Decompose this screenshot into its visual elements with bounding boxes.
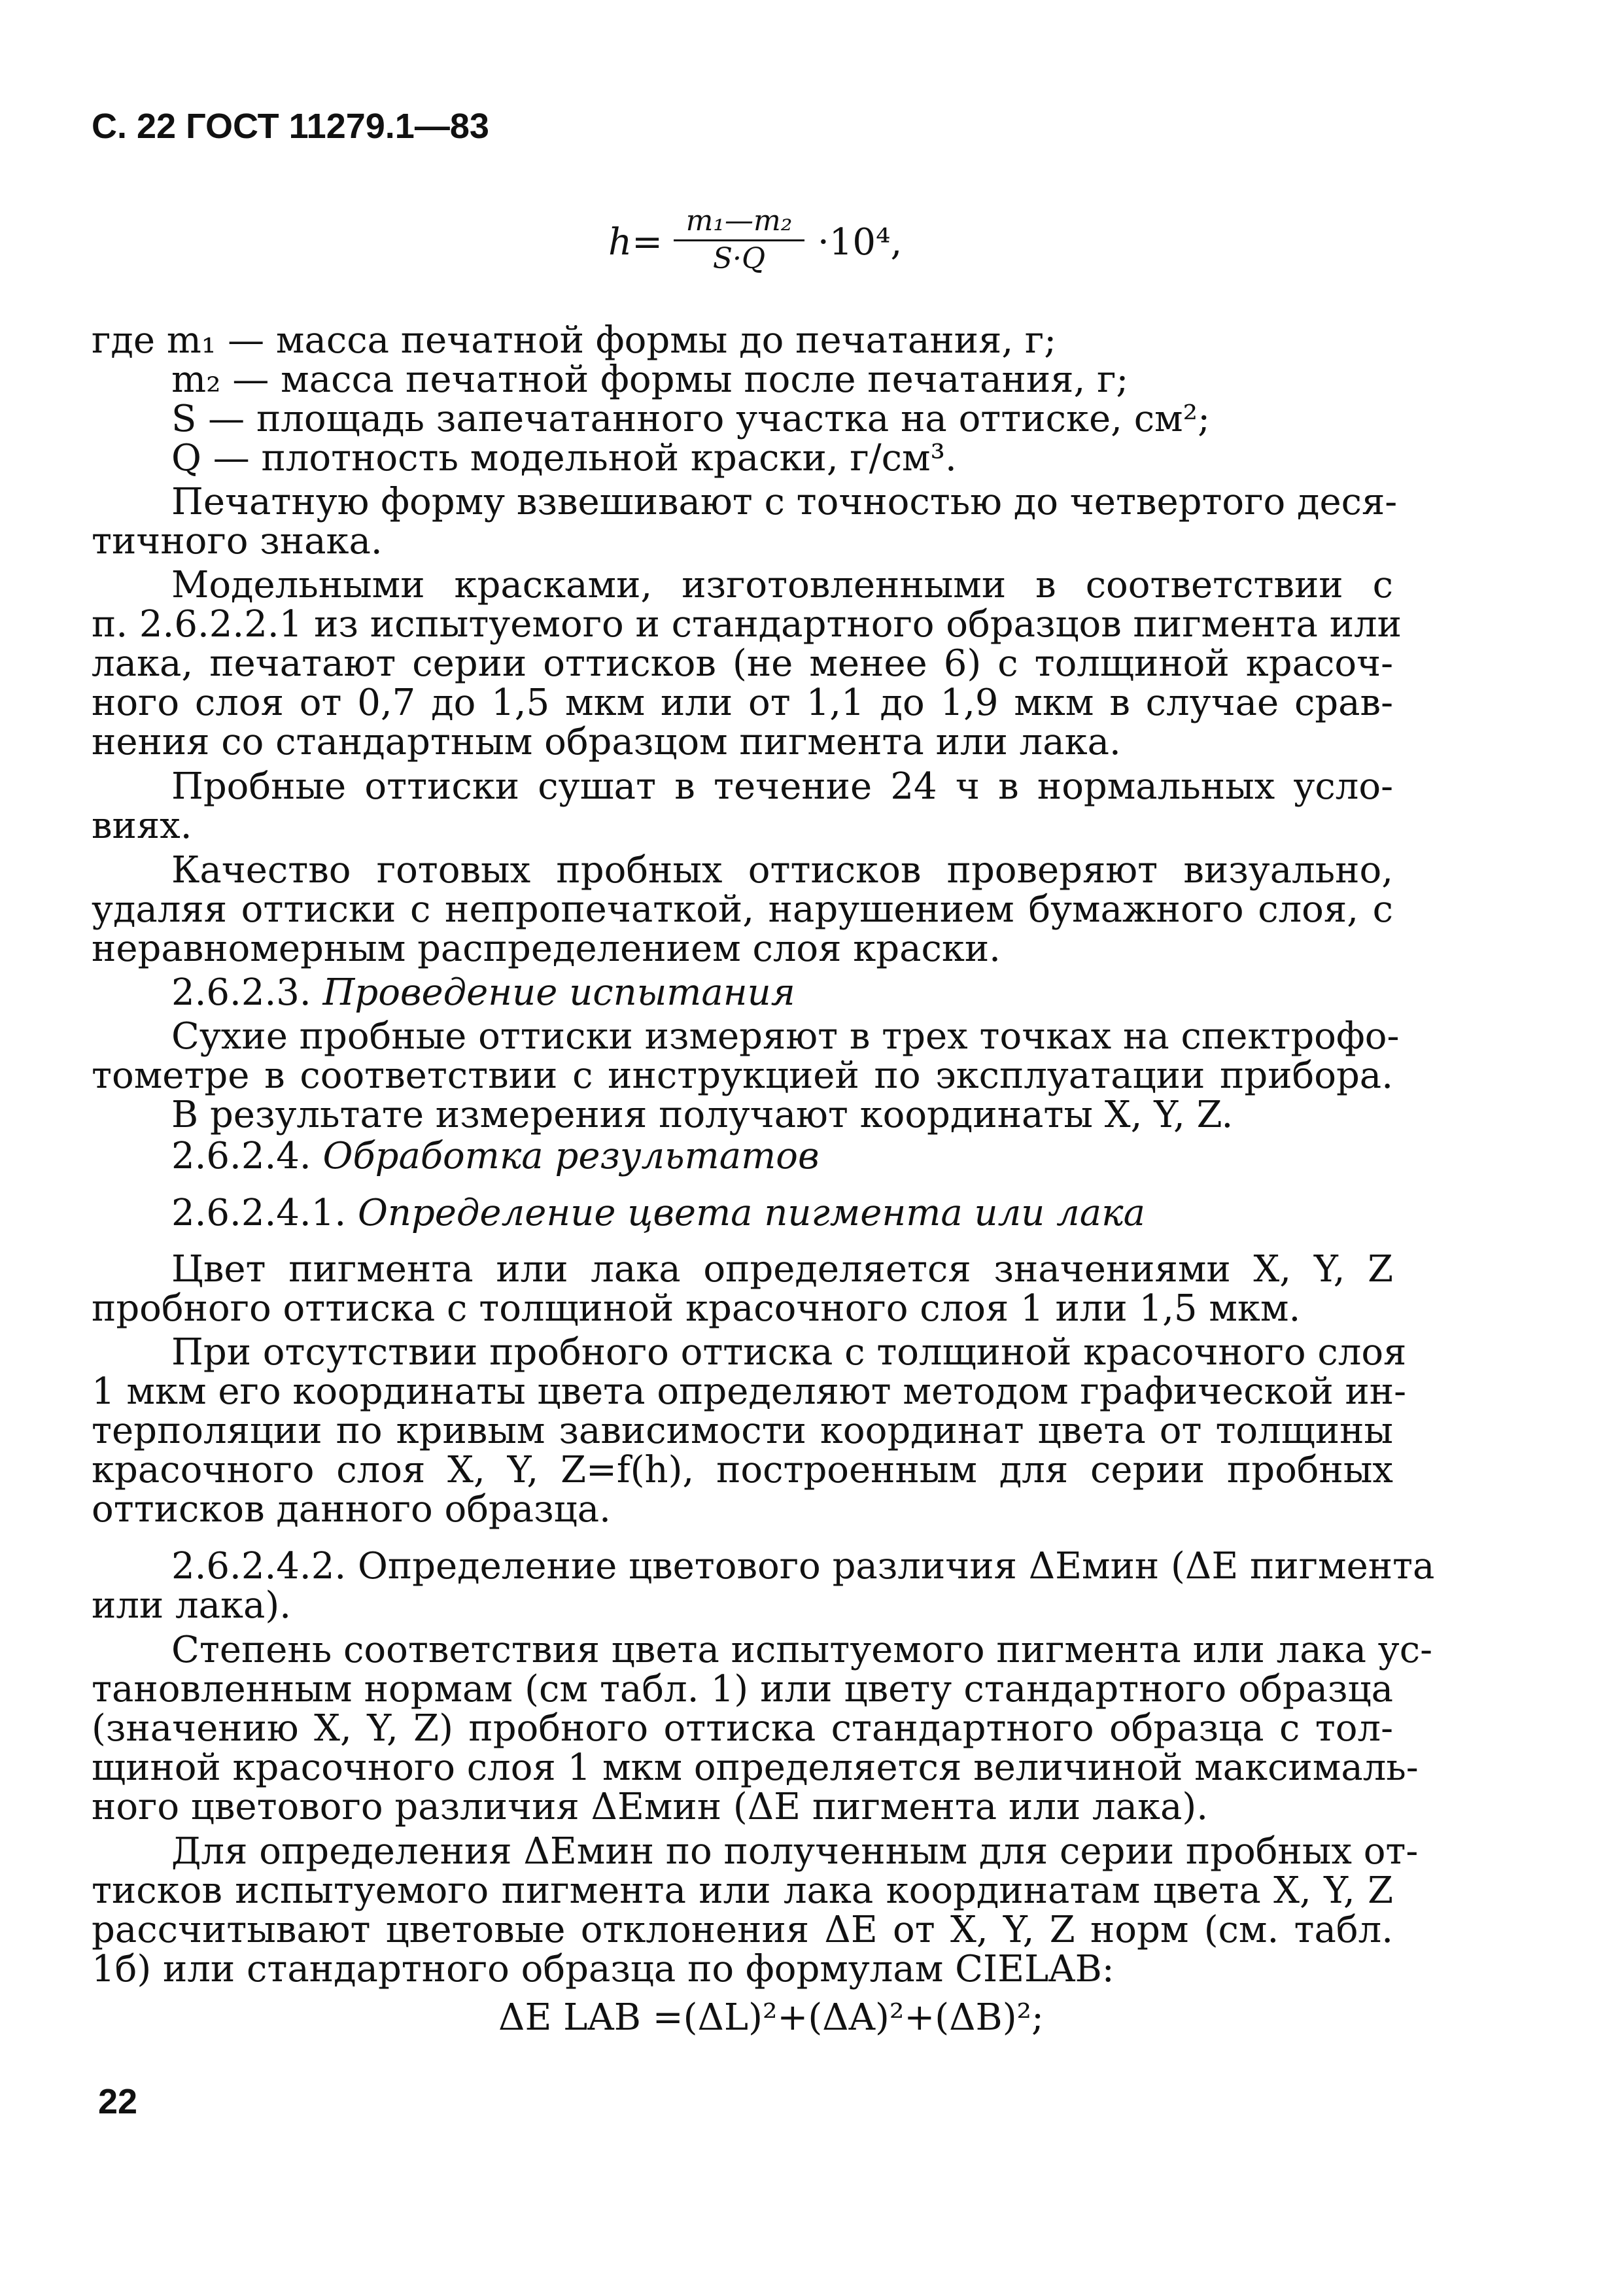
paragraph-line: Степень соответствия цвета испытуемого пигмента или лака ус- bbox=[171, 1629, 1433, 1671]
paragraph-line: красочного слоя X, Y, Z=f(h), построенным для серии пробных bbox=[92, 1449, 1393, 1491]
page-header: С. 22 ГОСТ 11279.1—83 bbox=[92, 107, 489, 146]
paragraph-line: Сухие пробные оттиски измеряют в трех точках на спектрофо- bbox=[171, 1015, 1400, 1058]
paragraph-line: При отсутствии пробного оттиска с толщиной красочного слоя bbox=[171, 1331, 1407, 1374]
paragraph-line: тисков испытуемого пигмента или лака координатам цвета X, Y, Z bbox=[92, 1869, 1393, 1912]
paragraph-line: п. 2.6.2.2.1 из испытуемого и стандартного образцов пигмента или bbox=[92, 603, 1402, 646]
paragraph-line: Модельными красками, изготовленными в соответствии с bbox=[171, 564, 1393, 606]
paragraph-line: лака, печатают серии оттисков (не менее 6) с толщиной красоч- bbox=[92, 642, 1393, 685]
definition-q: Q — плотность модельной краски, г/см³. bbox=[171, 437, 957, 479]
paragraph-line: Для определения ΔEмин по полученным для серии пробных от- bbox=[171, 1830, 1419, 1873]
section-heading-2623 bbox=[171, 971, 795, 1015]
page-number: 22 bbox=[98, 2082, 138, 2121]
section-title: Определение цвета пигмента или лака bbox=[357, 1192, 1145, 1234]
formula-denominator: S·Q bbox=[712, 242, 766, 275]
paragraph-line: терполяции по кривым зависимости координат цвета от толщины bbox=[92, 1410, 1393, 1452]
section-number: 2.6.2.3. bbox=[171, 971, 311, 1014]
paragraph-line: или лака). bbox=[92, 1584, 292, 1627]
definition-s: S — площадь запечатанного участка на оттиске, см²; bbox=[171, 398, 1210, 440]
paragraph-line: удаляя оттиски с непропечаткой, нарушением бумажного слоя, с bbox=[92, 888, 1393, 931]
paragraph-line: нения со стандартным образцом пигмента или лака. bbox=[92, 721, 1121, 763]
fraction-bar bbox=[674, 239, 804, 241]
paragraph-line: ного цветового различия ΔEмин (ΔE пигмента или лака). bbox=[92, 1786, 1209, 1828]
paragraph-line: неравномерным распределением слоя краски. bbox=[92, 928, 1001, 970]
paragraph-line: 1 мкм его координаты цвета определяют методом графической ин- bbox=[92, 1370, 1407, 1413]
formula-cielab: ΔE LAB =(ΔL)²+(ΔA)²+(ΔB)²; bbox=[498, 1996, 1044, 2039]
formula-rhs: ·10⁴, bbox=[818, 221, 903, 264]
paragraph-line: тановленным нормам (см табл. 1) или цвету стандартного образца bbox=[92, 1668, 1393, 1710]
paragraph-line: тометре в соответствии с инструкцией по эксплуатации прибора. bbox=[92, 1054, 1393, 1097]
section-number: 2.6.2.4. bbox=[171, 1135, 311, 1177]
formula-lhs: h= bbox=[608, 221, 663, 264]
paragraph-line: ного слоя от 0,7 до 1,5 мкм или от 1,1 до 1,9 мкм в случае срав- bbox=[92, 682, 1393, 724]
paragraph-line: В результате измерения получают координаты X, Y, Z. bbox=[171, 1094, 1234, 1136]
paragraph-line: (значению X, Y, Z) пробного оттиска стандартного образца с тол- bbox=[92, 1707, 1393, 1750]
paragraph-line: Качество готовых пробных оттисков проверяют визуально, bbox=[171, 849, 1393, 892]
paragraph-line: 1б) или стандартного образца по формулам CIELAB: bbox=[92, 1948, 1114, 1990]
paragraph-line: пробного оттиска с толщиной красочного слоя 1 или 1,5 мкм. bbox=[92, 1287, 1301, 1330]
formula-thickness bbox=[608, 196, 975, 281]
paragraph-line: Пробные оттиски сушат в течение 24 ч в нормальных усло- bbox=[171, 765, 1393, 808]
paragraph-line: Печатную форму взвешивают с точностью до четвертого деся- bbox=[171, 481, 1398, 523]
section-title: Проведение испытания bbox=[322, 971, 795, 1014]
paragraph-line: оттисков данного образца. bbox=[92, 1488, 611, 1531]
formula-numerator: m₁—m₂ bbox=[685, 204, 793, 237]
paragraph-line: Цвет пигмента или лака определяется значениями X, Y, Z bbox=[171, 1248, 1393, 1291]
paragraph-line: щиной красочного слоя 1 мкм определяется величиной максималь- bbox=[92, 1746, 1419, 1789]
paragraph-line: рассчитывают цветовые отклонения ΔE от X, Y, Z норм (см. табл. bbox=[92, 1909, 1393, 1951]
paragraph-line: виях. bbox=[92, 805, 192, 847]
section-heading-2624 bbox=[171, 1135, 820, 1178]
paragraph-line: 2.6.2.4.2. Определение цветового различия ΔEмин (ΔE пигмента bbox=[171, 1545, 1435, 1588]
paragraph-line: тичного знака. bbox=[92, 520, 383, 563]
definition-m2: m₂ — масса печатной формы после печатания, г; bbox=[171, 358, 1129, 401]
section-heading-26241 bbox=[171, 1192, 1145, 1235]
section-number: 2.6.2.4.1. bbox=[171, 1192, 347, 1234]
definition-m1: где m₁ — масса печатной формы до печатания, г; bbox=[92, 319, 1057, 362]
section-title: Обработка результатов bbox=[322, 1135, 820, 1177]
